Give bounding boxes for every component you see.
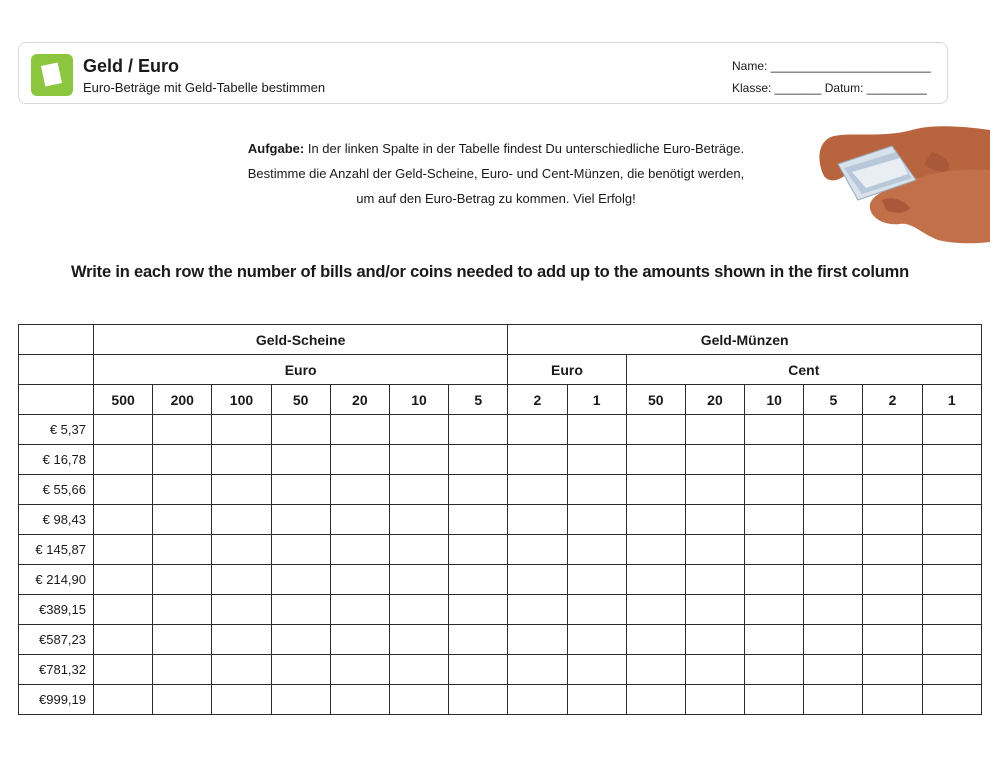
answer-cell[interactable]: [94, 565, 153, 595]
answer-cell[interactable]: [94, 655, 153, 685]
answer-cell[interactable]: [389, 535, 448, 565]
answer-cell[interactable]: [94, 685, 153, 715]
denomination-header: 10: [389, 385, 448, 415]
denomination-header: 50: [271, 385, 330, 415]
answer-cell[interactable]: [212, 595, 271, 625]
answer-cell[interactable]: [863, 505, 922, 535]
answer-cell[interactable]: [330, 505, 389, 535]
amount-cell: € 98,43: [19, 505, 94, 535]
answer-cell[interactable]: [153, 625, 212, 655]
coins-euro-header: Euro: [508, 355, 626, 385]
answer-cell[interactable]: [271, 625, 330, 655]
answer-cell[interactable]: [449, 655, 508, 685]
answer-cell[interactable]: [626, 595, 685, 625]
answer-cell[interactable]: [389, 415, 448, 445]
coins-cent-header: Cent: [626, 355, 981, 385]
worksheet-subtitle: Euro-Beträge mit Geld-Tabelle bestimmen: [83, 80, 326, 95]
answer-cell[interactable]: [153, 475, 212, 505]
corner-cell: [19, 325, 94, 355]
table-row: [19, 565, 982, 595]
answer-cell[interactable]: [330, 595, 389, 625]
answer-cell[interactable]: [330, 625, 389, 655]
task-line-3: um auf den Euro-Betrag zu kommen. Viel Erfolg!: [356, 191, 636, 206]
denomination-header: 20: [685, 385, 744, 415]
denomination-header: 100: [212, 385, 271, 415]
answer-cell[interactable]: [626, 685, 685, 715]
answer-cell[interactable]: [212, 415, 271, 445]
answer-cell[interactable]: [389, 505, 448, 535]
answer-cell[interactable]: [567, 655, 626, 685]
answer-cell[interactable]: [685, 685, 744, 715]
answer-cell[interactable]: [508, 595, 567, 625]
answer-cell[interactable]: [863, 445, 922, 475]
answer-cell[interactable]: [626, 565, 685, 595]
name-field[interactable]: Name: ________________________: [732, 59, 931, 73]
answer-cell[interactable]: [94, 475, 153, 505]
denomination-header: 500: [94, 385, 153, 415]
answer-cell[interactable]: [567, 415, 626, 445]
answer-cell[interactable]: [567, 445, 626, 475]
answer-cell[interactable]: [94, 415, 153, 445]
answer-cell[interactable]: [212, 685, 271, 715]
answer-cell[interactable]: [922, 565, 981, 595]
answer-cell[interactable]: [389, 475, 448, 505]
answer-cell[interactable]: [804, 655, 863, 685]
answer-cell[interactable]: [567, 505, 626, 535]
denomination-header: 1: [567, 385, 626, 415]
answer-cell[interactable]: [271, 445, 330, 475]
answer-cell[interactable]: [330, 445, 389, 475]
answer-cell[interactable]: [804, 595, 863, 625]
answer-cell[interactable]: [271, 415, 330, 445]
answer-cell[interactable]: [863, 565, 922, 595]
answer-cell[interactable]: [153, 595, 212, 625]
group-header-row: [19, 325, 982, 355]
answer-cell[interactable]: [330, 565, 389, 595]
answer-cell[interactable]: [212, 505, 271, 535]
answer-cell[interactable]: [567, 625, 626, 655]
answer-cell[interactable]: [389, 625, 448, 655]
denomination-header: 200: [153, 385, 212, 415]
answer-cell[interactable]: [804, 445, 863, 475]
klasse-datum-field[interactable]: Klasse: _______ Datum: _________: [732, 81, 927, 95]
answer-cell[interactable]: [389, 685, 448, 715]
answer-cell[interactable]: [685, 595, 744, 625]
answer-cell[interactable]: [153, 535, 212, 565]
task-description: [205, 136, 787, 211]
answer-cell[interactable]: [449, 595, 508, 625]
amount-cell: €999,19: [19, 685, 94, 715]
answer-cell[interactable]: [922, 535, 981, 565]
answer-cell[interactable]: [685, 505, 744, 535]
answer-cell[interactable]: [685, 565, 744, 595]
answer-cell[interactable]: [745, 535, 804, 565]
answer-cell[interactable]: [508, 475, 567, 505]
answer-cell[interactable]: [567, 685, 626, 715]
table-row: [19, 685, 982, 715]
answer-cell[interactable]: [745, 595, 804, 625]
corner-cell: [19, 385, 94, 415]
answer-cell[interactable]: [567, 595, 626, 625]
denomination-header: 50: [626, 385, 685, 415]
answer-cell[interactable]: [449, 535, 508, 565]
answer-cell[interactable]: [922, 655, 981, 685]
subgroup-header-row: [19, 355, 982, 385]
answer-cell[interactable]: [745, 655, 804, 685]
answer-cell[interactable]: [153, 415, 212, 445]
coins-group-header: Geld-Münzen: [508, 325, 982, 355]
answer-cell[interactable]: [863, 415, 922, 445]
answer-cell[interactable]: [153, 505, 212, 535]
answer-cell[interactable]: [508, 625, 567, 655]
answer-cell[interactable]: [863, 475, 922, 505]
answer-cell[interactable]: [804, 505, 863, 535]
answer-cell[interactable]: [153, 685, 212, 715]
answer-cell[interactable]: [685, 415, 744, 445]
answer-cell[interactable]: [567, 475, 626, 505]
answer-cell[interactable]: [745, 625, 804, 655]
answer-cell[interactable]: [626, 625, 685, 655]
logo-icon: [31, 54, 73, 96]
answer-cell[interactable]: [508, 415, 567, 445]
answer-cell[interactable]: [212, 565, 271, 595]
answer-cell[interactable]: [922, 445, 981, 475]
answer-cell[interactable]: [508, 655, 567, 685]
answer-cell[interactable]: [863, 655, 922, 685]
denomination-header: 2: [508, 385, 567, 415]
amount-cell: € 214,90: [19, 565, 94, 595]
corner-cell: [19, 355, 94, 385]
answer-cell[interactable]: [449, 445, 508, 475]
answer-cell[interactable]: [508, 505, 567, 535]
answer-cell[interactable]: [94, 535, 153, 565]
answer-cell[interactable]: [626, 505, 685, 535]
denomination-header: 2: [863, 385, 922, 415]
answer-cell[interactable]: [389, 595, 448, 625]
answer-cell[interactable]: [212, 535, 271, 565]
amount-cell: €587,23: [19, 625, 94, 655]
amount-cell: € 145,87: [19, 535, 94, 565]
answer-cell[interactable]: [804, 565, 863, 595]
answer-cell[interactable]: [271, 655, 330, 685]
answer-cell[interactable]: [271, 475, 330, 505]
table-row: [19, 505, 982, 535]
denomination-header: 20: [330, 385, 389, 415]
table-row: [19, 445, 982, 475]
answer-cell[interactable]: [389, 565, 448, 595]
answer-cell[interactable]: [567, 565, 626, 595]
answer-cell[interactable]: [922, 625, 981, 655]
answer-cell[interactable]: [330, 655, 389, 685]
answer-cell[interactable]: [685, 475, 744, 505]
denomination-header: 10: [745, 385, 804, 415]
answer-cell[interactable]: [745, 415, 804, 445]
answer-cell[interactable]: [508, 445, 567, 475]
answer-cell[interactable]: [271, 565, 330, 595]
answer-cell[interactable]: [626, 475, 685, 505]
denomination-header: 1: [922, 385, 981, 415]
answer-cell[interactable]: [804, 475, 863, 505]
answer-cell[interactable]: [863, 625, 922, 655]
answer-cell[interactable]: [745, 475, 804, 505]
denomination-header: 5: [449, 385, 508, 415]
amount-cell: € 16,78: [19, 445, 94, 475]
answer-cell[interactable]: [94, 505, 153, 535]
answer-cell[interactable]: [449, 625, 508, 655]
answer-cell[interactable]: [922, 415, 981, 445]
answer-cell[interactable]: [626, 445, 685, 475]
answer-cell[interactable]: [685, 445, 744, 475]
table-row: [19, 475, 982, 505]
answer-cell[interactable]: [863, 535, 922, 565]
answer-cell[interactable]: [153, 655, 212, 685]
answer-cell[interactable]: [626, 655, 685, 685]
denomination-header: 5: [804, 385, 863, 415]
answer-cell[interactable]: [804, 415, 863, 445]
instruction-text: Write in each row the number of bills and/or coins needed to add up to the amounts shown in the first column: [71, 263, 909, 281]
answer-cell[interactable]: [389, 655, 448, 685]
bills-euro-header: Euro: [94, 355, 508, 385]
answer-cell[interactable]: [330, 685, 389, 715]
answer-cell[interactable]: [508, 535, 567, 565]
money-table: [18, 324, 982, 715]
worksheet-header: [18, 42, 948, 104]
denomination-header-row: [19, 385, 982, 415]
answer-cell[interactable]: [94, 445, 153, 475]
answer-cell[interactable]: [922, 475, 981, 505]
answer-cell[interactable]: [153, 565, 212, 595]
answer-cell[interactable]: [271, 685, 330, 715]
amount-cell: € 55,66: [19, 475, 94, 505]
answer-cell[interactable]: [804, 625, 863, 655]
answer-cell[interactable]: [449, 685, 508, 715]
table-row: [19, 625, 982, 655]
amount-cell: €781,32: [19, 655, 94, 685]
amount-cell: €389,15: [19, 595, 94, 625]
hands-counting-money-image: [812, 122, 990, 246]
answer-cell[interactable]: [626, 415, 685, 445]
answer-cell[interactable]: [863, 685, 922, 715]
answer-cell[interactable]: [212, 655, 271, 685]
answer-cell[interactable]: [508, 565, 567, 595]
answer-cell[interactable]: [685, 625, 744, 655]
table-row: [19, 535, 982, 565]
task-label: Aufgabe:: [247, 141, 305, 156]
answer-cell[interactable]: [745, 445, 804, 475]
answer-cell[interactable]: [449, 505, 508, 535]
answer-cell[interactable]: [685, 535, 744, 565]
answer-cell[interactable]: [153, 445, 212, 475]
answer-cell[interactable]: [212, 475, 271, 505]
answer-cell[interactable]: [212, 445, 271, 475]
task-line-1: In der linken Spalte in der Tabelle findest Du unterschiedliche Euro-Beträge.: [304, 141, 745, 156]
answer-cell[interactable]: [330, 475, 389, 505]
answer-cell[interactable]: [922, 595, 981, 625]
answer-cell[interactable]: [271, 595, 330, 625]
answer-cell[interactable]: [212, 625, 271, 655]
table-row: [19, 415, 982, 445]
answer-cell[interactable]: [449, 565, 508, 595]
worksheet-title: Geld / Euro: [83, 56, 180, 76]
answer-cell[interactable]: [508, 685, 567, 715]
answer-cell[interactable]: [804, 535, 863, 565]
answer-cell[interactable]: [745, 565, 804, 595]
answer-cell[interactable]: [94, 625, 153, 655]
amount-cell: € 5,37: [19, 415, 94, 445]
answer-cell[interactable]: [449, 415, 508, 445]
answer-cell[interactable]: [804, 685, 863, 715]
answer-cell[interactable]: [745, 505, 804, 535]
answer-cell[interactable]: [922, 685, 981, 715]
answer-cell[interactable]: [449, 475, 508, 505]
answer-cell[interactable]: [567, 535, 626, 565]
answer-cell[interactable]: [330, 535, 389, 565]
answer-cell[interactable]: [271, 535, 330, 565]
bills-group-header: Geld-Scheine: [94, 325, 508, 355]
answer-cell[interactable]: [685, 655, 744, 685]
answer-cell[interactable]: [271, 505, 330, 535]
answer-cell[interactable]: [330, 415, 389, 445]
answer-cell[interactable]: [745, 685, 804, 715]
answer-cell[interactable]: [922, 505, 981, 535]
task-line-2: Bestimme die Anzahl der Geld-Scheine, Euro- und Cent-Münzen, die benötigt werden,: [247, 166, 745, 181]
table-row: [19, 655, 982, 685]
table-row: [19, 595, 982, 625]
answer-cell[interactable]: [626, 535, 685, 565]
answer-cell[interactable]: [389, 445, 448, 475]
answer-cell[interactable]: [863, 595, 922, 625]
answer-cell[interactable]: [94, 595, 153, 625]
